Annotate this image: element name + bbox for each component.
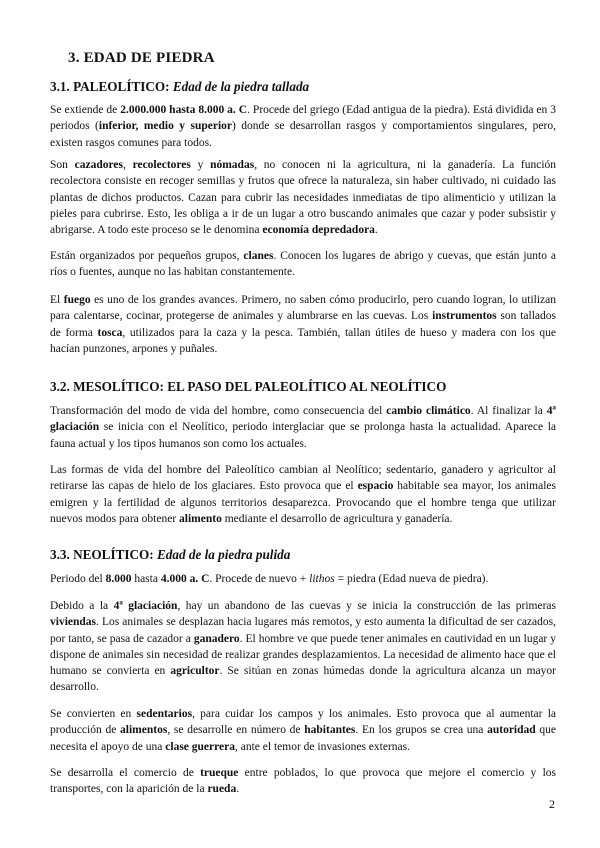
bold-term: inferior, medio y superior [98, 120, 233, 133]
bold-term: tosca [97, 326, 123, 339]
bold-term: ganadero [193, 632, 240, 645]
bold-term: 2.000.000 hasta 8.000 a. C [120, 104, 248, 116]
bold-term: 4ª glaciación [113, 600, 178, 612]
paragraph: Transformación del modo de vida del hombre, como consecuencia del cambio climático. Al finalizar la 4ª glaciación se inicia con el Neolítico, periodo interglaciar que se prolonga hasta la actualidad. Aparece la fauna actual y los tipos humanos son como los actuales. [50, 405, 556, 450]
bold-term: instrumentos [432, 310, 497, 323]
paragraph: Debido a la 4ª glaciación, hay un abandono de las cuevas y se inicia la construcción de las primeras viviendas. Los animales se desplazan hacia lugares más remotos, y esto aumenta la dificultad de ser cazados, por tanto, se pasa de cazador a ganadero. El hombre ve que puede tener animales en cautividad en un lugar y dispone de animales sin necesidad de realizar grandes desplazamientos. La necesidad de alimento hace que el humano se convierta en agricultor. Se sitúan en zonas húmedas donde la agricultura alcanza un mayor desarrollo. [50, 600, 557, 694]
bold-term: alimento [179, 512, 222, 525]
bold-term: clase guerrera [165, 740, 235, 753]
bold-term: fuego [63, 294, 91, 306]
paragraph: Están organizados por pequeños grupos, clanes. Conocen los lugares de abrigo y cuevas, que están junto a ríos o fuentes, aunque no las habitan constantemente. [50, 250, 556, 279]
page-number: 2 [549, 797, 555, 811]
paragraph: Se convierten en sedentarios, para cuidar los campos y los animales. Esto provoca que al aumentar la producción de alimentos, se desarrolle en número de habitantes. En los grupos se crea una autoridad que necesita el apoyo de una clase guerrera, ante el temor de invasiones externas. [50, 708, 556, 753]
bold-term: agricultor [170, 665, 220, 678]
bold-term: espacio [357, 480, 394, 493]
bold-term: cambio climático [386, 405, 471, 417]
section-heading-mesolitico: 3.2. MESOLÍTICO: EL PASO DEL PALEOLÍTICO AL NEOLÍTICO [50, 379, 447, 394]
paragraph: Se desarrolla el comercio de trueque entre poblados, lo que provoca que mejore el comercio y los transportes, con la aparición de la rueda. [50, 767, 556, 796]
bold-term: clanes [243, 250, 274, 262]
bold-term: recolectores [132, 159, 191, 171]
bold-term: cazadores [74, 159, 123, 171]
bold-term: alimentos [120, 724, 168, 737]
bold-term: 4ª glaciación [50, 405, 556, 434]
bold-term: 4.000 a. C [160, 573, 210, 585]
bold-term: 8.000 [105, 573, 132, 585]
paragraph: Son cazadores, recolectores y nómadas, no conocen ni la agricultura, ni la ganadería. La función recolectora consiste en recoger semillas y frutos que ofrece la naturaleza, sin haber cultivado, ni cuidado las plantas de dichos productos. Cazan para cubrir las necesidades inmediatas de tipo alimenticio y utilizan la pieles para cubrirse. Esto, les obliga a ir de un lugar a otro buscando animales que cazar y poder subsistir y abrigarse. A todo este proceso se le denomina economía depredadora. [50, 159, 557, 237]
italic-term: lithos [309, 573, 335, 585]
bold-term: economía depredadora [262, 224, 375, 237]
bold-term: habitantes [304, 724, 356, 737]
paragraph: El fuego es uno de los grandes avances. Primero, no saben cómo producirlo, pero cuando logran, lo utilizan para calentarse, cocinar, protegerse de animales y alumbrarse en las cuevas. Los instrumentos son tallados de forma tosca, utilizados para la caza y la pesca. También, tallan útiles de hueso y madera con los que hacían punzones, arpones y puñales. [50, 294, 556, 355]
bold-term: rueda [207, 783, 237, 796]
bold-term: trueque [200, 767, 239, 779]
page-title: 3. EDAD DE PIEDRA [68, 50, 215, 66]
bold-term: sedentarios [136, 708, 193, 720]
section-heading-paleolitico: 3.1. PALEOLÍTICO: Edad de la piedra tallada [50, 79, 310, 94]
bold-term: autoridad [487, 724, 536, 737]
paragraph: Las formas de vida del hombre del Paleolítico cambian al Neolítico; sedentario, ganadero y agricultor al retirarse las capas de hielo de los glaciares. Esto provoca que el espacio habitable sea mayor, los animales emigren y la fertilidad de algunos territorios desaparezca. Provocando que el hombre tenga que utilizar nuevos modos para obtener alimento mediante el desarrollo de agricultura y ganadería. [50, 464, 557, 525]
section-heading-neolitico: 3.3. NEOLÍTICO: Edad de la piedra pulida [50, 547, 291, 562]
paragraph: Periodo del 8.000 hasta 4.000 a. C. Procede de nuevo + lithos = piedra (Edad nueva de piedra). [50, 573, 489, 585]
bold-term: nómadas [210, 159, 255, 171]
bold-term: viviendas [50, 616, 97, 629]
paragraph: Se extiende de 2.000.000 hasta 8.000 a. C. Procede del griego (Edad antigua de la piedra). Está dividida en 3 periodos (inferior, medio y superior) donde se desarrollan rasgos y comportamientos singulares, pero, existen rasgos comunes para todos. [50, 104, 556, 149]
